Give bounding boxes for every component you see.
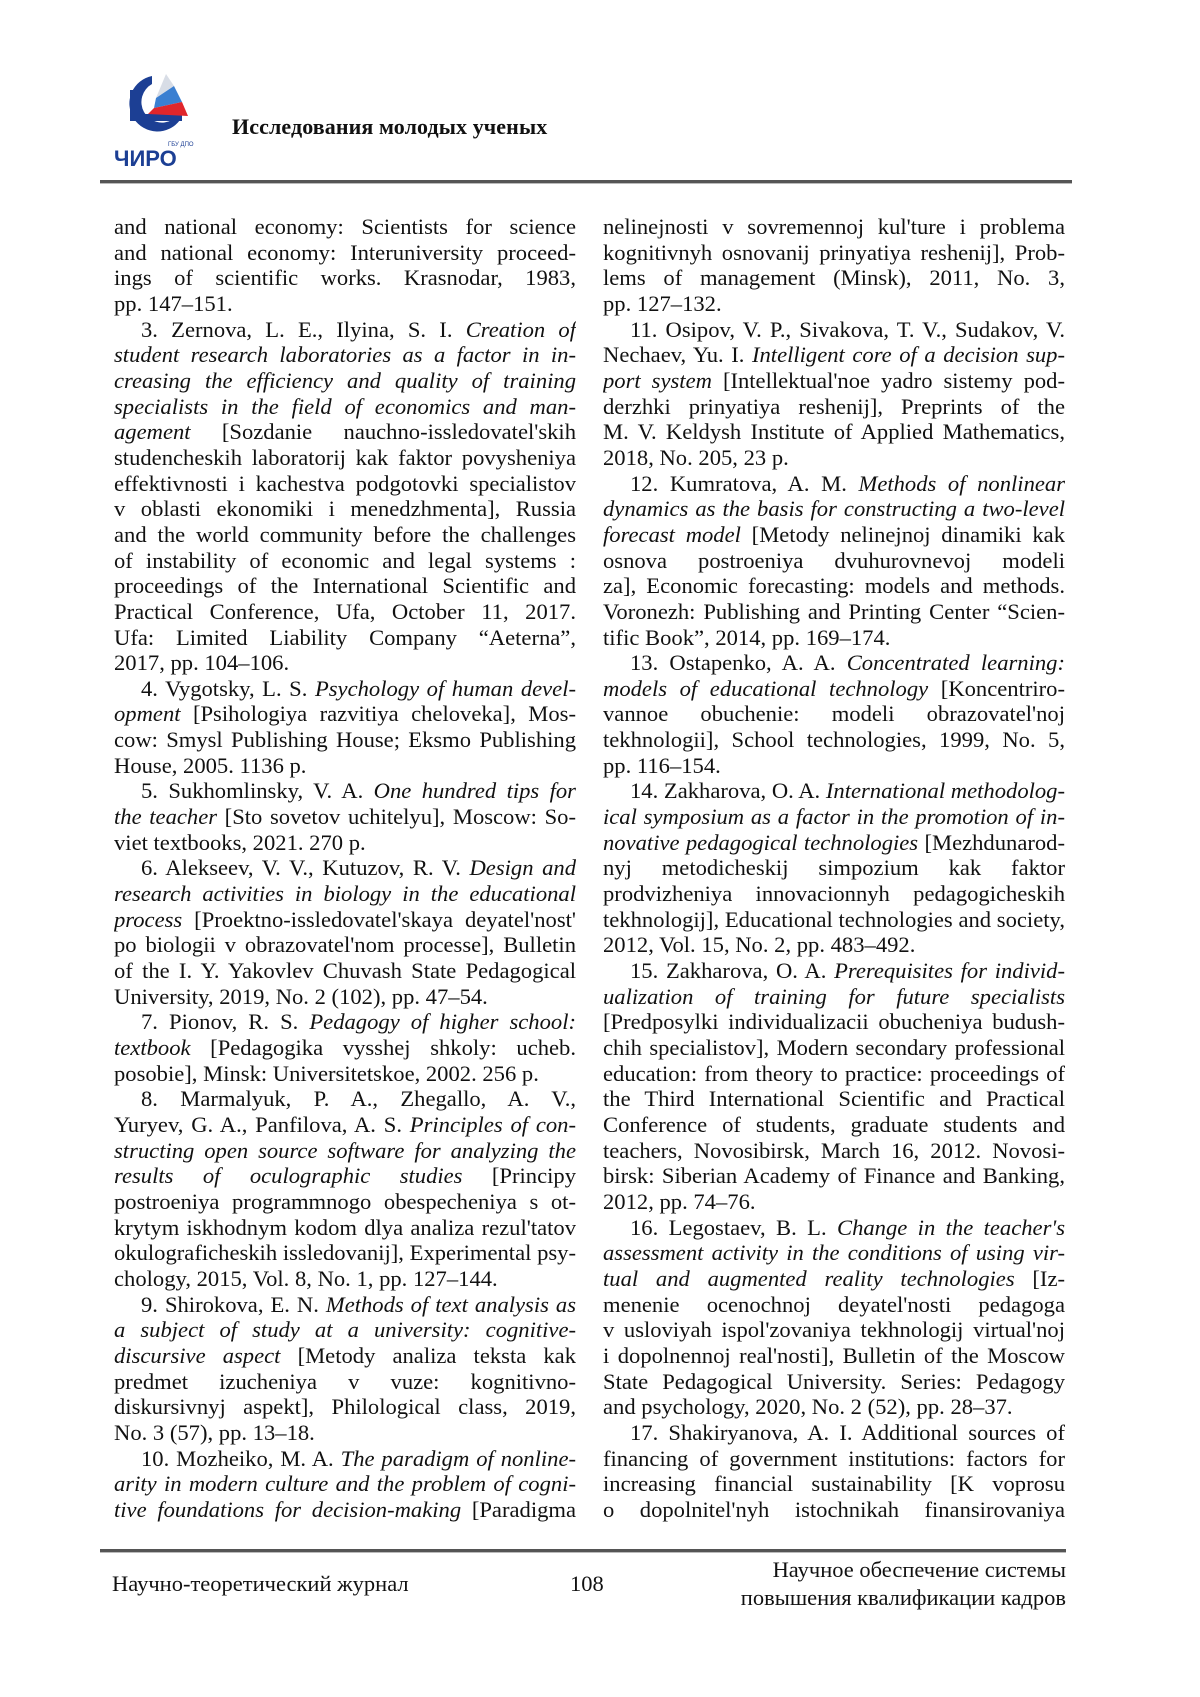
reference-line <box>603 317 1065 343</box>
reference-line <box>114 573 576 599</box>
reference-text: [Predposylki individualizacii obucheniya budush- <box>603 1009 1065 1034</box>
reference-line <box>603 1138 1065 1164</box>
reference-line <box>603 496 1065 522</box>
reference-text: nelinejnosti v sovremennoj kul'ture i problema <box>603 214 1065 239</box>
reference-line <box>114 1035 576 1061</box>
reference-line <box>603 1317 1065 1343</box>
reference-line <box>603 548 1065 574</box>
reference-line <box>603 855 1065 881</box>
chiro-logo <box>112 68 204 172</box>
reference-title-text: structing open source software for analyzing the <box>114 1138 576 1163</box>
reference-line <box>603 1061 1065 1087</box>
reference-text: Yuryev, G. A., Panfilova, A. S. <box>114 1112 410 1137</box>
logo-wordmark: ЧИРО <box>114 146 177 171</box>
reference-line <box>603 830 1065 856</box>
reference-line <box>603 650 1065 676</box>
reference-title-text: the teacher <box>114 804 217 829</box>
reference-line <box>114 778 576 804</box>
reference-text: pp. 116–154. <box>603 753 721 778</box>
reference-text: studencheskih laboratorij kak faktor povysheniya <box>114 445 576 470</box>
reference-line <box>114 1369 576 1395</box>
reference-text: postroeniya programmnogo obespecheniya s ot- <box>114 1189 576 1214</box>
reference-line <box>603 1240 1065 1266</box>
reference-title-text: Psychology of human devel- <box>315 676 576 701</box>
reference-text: [Sto sovetov uchitelyu], Moscow: So- <box>217 804 576 829</box>
reference-line <box>114 855 576 881</box>
reference-line <box>603 599 1065 625</box>
reference-text: 10. Mozheiko, M. A. <box>141 1446 341 1471</box>
footer-journal-name <box>741 1556 1066 1612</box>
reference-line <box>114 291 576 317</box>
reference-line <box>114 1471 576 1497</box>
reference-line <box>114 1343 576 1369</box>
reference-line <box>114 650 576 676</box>
reference-line <box>114 240 576 266</box>
reference-text: [Metody analiza teksta kak <box>280 1343 576 1368</box>
reference-title-text: specialists in the field of economics and man- <box>114 394 576 419</box>
reference-text: 11. Osipov, V. P., Sivakova, T. V., Sudakov, V. <box>630 317 1065 343</box>
reference-text: and national economy: Scientists for science <box>114 214 576 239</box>
reference-line <box>114 1086 576 1112</box>
reference-text: [Psihologiya razvitiya cheloveka], Mos- <box>181 701 576 726</box>
reference-line <box>114 1420 576 1446</box>
reference-title-text: tual and augmented reality technologies <box>603 1266 1015 1291</box>
reference-title-text: agement <box>114 419 191 444</box>
reference-line <box>603 1369 1065 1395</box>
reference-line <box>114 984 576 1010</box>
reference-line <box>603 1420 1065 1446</box>
reference-text: 14. Zakharova, O. A. <box>630 778 826 803</box>
reference-line <box>114 1138 576 1164</box>
reference-line <box>114 1292 576 1318</box>
reference-line <box>114 1497 576 1523</box>
reference-title-text: dynamics as the basis for constructing a two-level <box>603 496 1065 521</box>
reference-title-text: creasing the efficiency and quality of training <box>114 368 576 393</box>
reference-line <box>603 753 1065 779</box>
reference-text: vannoe obuchenie: modeli obrazovatel'noj <box>603 701 1065 726</box>
reference-text: and the world community before the challenges <box>114 522 576 547</box>
reference-line <box>603 522 1065 548</box>
reference-text: birsk: Siberian Academy of Finance and Banking, <box>603 1163 1065 1188</box>
reference-title-text: results of oculographic studies <box>114 1163 462 1188</box>
footer-journal-name-line2: повышения квалификации кадров <box>741 1584 1066 1612</box>
reference-line <box>114 1240 576 1266</box>
reference-text: prodvizheniya innovacionnyh pedagogicheskih <box>603 881 1065 906</box>
reference-title-text: Prerequisites for individ- <box>834 958 1065 983</box>
reference-text: Voronezh: Publishing and Printing Center “Scien- <box>603 599 1065 624</box>
reference-line <box>603 1215 1065 1241</box>
reference-line <box>114 342 576 368</box>
reference-title-text: port system <box>603 368 712 393</box>
page-number: 108 <box>570 1570 604 1598</box>
reference-line <box>603 1394 1065 1420</box>
reference-text: M. V. Keldysh Institute of Applied Mathematics, <box>603 419 1065 444</box>
reference-text: 13. Ostapenko, A. A. <box>630 650 847 675</box>
reference-line <box>114 548 576 574</box>
reference-text: v usloviyah ispol'zovaniya tekhnologij virtual'noj <box>603 1317 1065 1342</box>
reference-text: osnova postroeniya dvuhurovnevoj modeli <box>603 548 1065 574</box>
reference-title-text: ualization of training for future specialists <box>603 984 1065 1009</box>
reference-title-text: The paradigm of nonline- <box>341 1446 576 1471</box>
reference-line <box>114 1446 576 1472</box>
reference-text: za], Economic forecasting: models and methods. <box>603 573 1065 598</box>
reference-line <box>603 240 1065 266</box>
reference-line <box>603 984 1065 1010</box>
reference-text: viet textbooks, 2021. 270 p. <box>114 830 366 855</box>
reference-text: menenie ocenochnoj deyatel'nosti pedagoga <box>603 1292 1065 1317</box>
reference-line <box>114 522 576 548</box>
reference-text: chih specialistov], Modern secondary professional <box>603 1035 1065 1060</box>
reference-title-text: One hundred tips for <box>374 778 576 803</box>
reference-title-text: assessment activity in the conditions of using vir- <box>603 1240 1065 1265</box>
reference-line <box>603 1446 1065 1472</box>
reference-line <box>603 573 1065 599</box>
footer-divider <box>100 1549 1066 1553</box>
reference-text: cow: Smysl Publishing House; Eksmo Publishing <box>114 727 576 752</box>
reference-text: posobie], Minsk: Universitetskoe, 2002. 256 p. <box>114 1061 539 1086</box>
reference-text: diskursivnyj aspekt], Philological class, 2019, <box>114 1394 576 1419</box>
reference-title-text: Creation of <box>466 317 576 342</box>
reference-text: ings of scientific works. Krasnodar, 1983, <box>114 265 576 290</box>
reference-line <box>114 419 576 445</box>
reference-line <box>603 1035 1065 1061</box>
reference-text: [Mezhdunarod- <box>918 830 1065 855</box>
reference-line <box>603 1086 1065 1112</box>
reference-line <box>603 881 1065 907</box>
reference-text: teachers, Novosibirsk, March 16, 2012. Novosi- <box>603 1138 1065 1163</box>
reference-text: 4. Vygotsky, L. S. <box>141 676 315 701</box>
reference-line <box>114 881 576 907</box>
reference-text: Conference of students, graduate students and <box>603 1112 1065 1137</box>
reference-text: Nechaev, Yu. I. <box>603 342 752 367</box>
reference-text: [Sozdanie nauchno-issledovatel'skih <box>191 419 576 444</box>
reference-text: Practical Conference, Ufa, October 11, 2017. <box>114 599 576 624</box>
reference-line <box>603 445 1065 471</box>
reference-text: [Paradigma <box>461 1497 576 1522</box>
reference-line <box>603 958 1065 984</box>
reference-text: po biologii v obrazovatel'nom processe], Bulletin <box>114 932 576 957</box>
reference-line <box>114 932 576 958</box>
reference-line <box>603 1009 1065 1035</box>
reference-line <box>603 1189 1065 1215</box>
reference-line <box>114 676 576 702</box>
references-column-right <box>603 214 1065 1522</box>
reference-text: [Iz- <box>1015 1266 1065 1291</box>
journal-section-title: Исследования молодых ученых <box>232 114 547 140</box>
reference-line <box>603 907 1065 933</box>
reference-line <box>114 445 576 471</box>
reference-line <box>603 701 1065 727</box>
reference-line <box>114 317 576 343</box>
reference-text: 3. Zernova, L. E., Ilyina, S. I. <box>141 317 466 342</box>
reference-title-text: forecast model <box>603 522 741 547</box>
reference-line <box>114 958 576 984</box>
reference-title-text: Methods of text analysis as <box>326 1292 576 1317</box>
reference-line <box>603 1497 1065 1523</box>
reference-text: o dopolnitel'nyh istochnikah finansirovaniya <box>603 1497 1065 1522</box>
reference-line <box>114 804 576 830</box>
reference-text: tekhnologij], Educational technologies and society, <box>603 907 1065 932</box>
reference-text: University, 2019, No. 2 (102), pp. 47–54. <box>114 984 488 1009</box>
reference-text: [Principy <box>462 1163 576 1188</box>
reference-text: and psychology, 2020, No. 2 (52), pp. 28–37. <box>603 1394 1013 1419</box>
reference-line <box>603 368 1065 394</box>
reference-line <box>603 1163 1065 1189</box>
reference-title-text: Pedagogy of higher school: <box>309 1009 576 1034</box>
reference-title-text: Concentrated learning: <box>847 650 1065 675</box>
reference-text: [Intellektual'noe yadro sistemy pod- <box>712 368 1065 393</box>
reference-title-text: International methodolog- <box>826 778 1065 803</box>
reference-line <box>114 753 576 779</box>
reference-text: 8. Marmalyuk, P. A., Zhegallo, A. V., <box>141 1086 576 1111</box>
reference-line <box>603 804 1065 830</box>
reference-line <box>114 1189 576 1215</box>
reference-line <box>603 342 1065 368</box>
reference-line <box>114 1112 576 1138</box>
reference-line <box>114 907 576 933</box>
reference-text: predmet izucheniya v vuze: kognitivno- <box>114 1369 576 1394</box>
reference-line <box>114 1394 576 1420</box>
reference-text: chology, 2015, Vol. 8, No. 1, pp. 127–144. <box>114 1266 498 1291</box>
reference-line <box>603 676 1065 702</box>
reference-text: 15. Zakharova, O. A. <box>630 958 834 983</box>
reference-text: effektivnosti i kachestva podgotovki specialistov <box>114 471 576 496</box>
reference-title-text: discursive aspect <box>114 1343 280 1368</box>
reference-text: proceedings of the International Scientific and <box>114 573 576 598</box>
reference-line <box>114 599 576 625</box>
reference-line <box>114 1061 576 1087</box>
reference-text: and national economy: Interuniversity proceed- <box>114 240 576 265</box>
reference-text: [Pedagogika vysshej shkoly: ucheb. <box>191 1035 576 1060</box>
reference-text: Ufa: Limited Liability Company “Aeterna”, <box>114 625 576 650</box>
reference-line <box>114 368 576 394</box>
reference-text: financing of government institutions: factors for <box>603 1446 1065 1471</box>
reference-text: pp. 127–132. <box>603 291 722 316</box>
reference-text: 5. Sukhomlinsky, V. A. <box>141 778 374 803</box>
reference-text: 16. Legostaev, B. L. <box>630 1215 837 1240</box>
reference-line <box>114 496 576 522</box>
reference-title-text: novative pedagogical technologies <box>603 830 918 855</box>
reference-text: the Third International Scientific and Practical <box>603 1086 1065 1111</box>
reference-text: tekhnologii], School technologies, 1999, No. 5, <box>603 727 1065 752</box>
reference-line <box>114 830 576 856</box>
reference-title-text: process <box>114 907 182 932</box>
reference-text: House, 2005. 1136 p. <box>114 753 306 778</box>
footer-journal-name-line1: Научное обеспечение системы <box>741 1556 1066 1584</box>
reference-text: No. 3 (57), pp. 13–18. <box>114 1420 315 1445</box>
logo-subtext: ГБУ ДПО <box>168 142 194 148</box>
reference-title-text: arity in modern culture and the problem of cogni- <box>114 1471 576 1496</box>
reference-line <box>114 1266 576 1292</box>
reference-text: of the I. Y. Yakovlev Chuvash State Pedagogical <box>114 958 576 983</box>
reference-text: v oblasti ekonomiki i menedzhmenta], Russia <box>114 496 576 521</box>
reference-title-text: opment <box>114 701 181 726</box>
reference-title-text: student research laboratories as a factor in in- <box>114 342 576 367</box>
reference-line <box>603 1112 1065 1138</box>
reference-title-text: Design and <box>469 855 576 880</box>
reference-line <box>603 394 1065 420</box>
reference-text: increasing financial sustainability [K voprosu <box>603 1471 1065 1496</box>
reference-line <box>603 778 1065 804</box>
reference-text: nyj metodicheskij simpozium kak faktor <box>603 855 1065 880</box>
reference-title-text: Methods of nonlinear <box>859 471 1066 496</box>
reference-line <box>603 625 1065 651</box>
reference-line <box>114 265 576 291</box>
reference-text: lems of management (Minsk), 2011, No. 3, <box>603 265 1065 290</box>
reference-text: kognitivnyh osnovanij prinyatiya reshenij], Prob- <box>603 240 1065 265</box>
reference-text: [Metody nelinejnoj dinamiki kak <box>741 522 1065 547</box>
reference-title-text: research activities in biology in the educational <box>114 881 576 906</box>
reference-title-text: tive foundations for decision-making <box>114 1497 461 1522</box>
reference-line <box>603 1471 1065 1497</box>
reference-title-text: Principles of con- <box>410 1112 576 1137</box>
reference-text: 2012, Vol. 15, No. 2, pp. 483–492. <box>603 932 915 957</box>
references-column-left <box>114 214 576 1522</box>
reference-line <box>114 701 576 727</box>
reference-line <box>603 1292 1065 1318</box>
reference-text: 2017, pp. 104–106. <box>114 650 289 675</box>
reference-text: 9. Shirokova, E. N. <box>141 1292 326 1317</box>
reference-line <box>114 625 576 651</box>
header-divider <box>100 180 1072 184</box>
reference-title-text: textbook <box>114 1035 191 1060</box>
reference-line <box>114 1317 576 1343</box>
reference-line <box>114 727 576 753</box>
reference-line <box>114 471 576 497</box>
reference-text: derzhki prinyatiya reshenij], Preprints of the <box>603 394 1065 419</box>
reference-line <box>114 1163 576 1189</box>
reference-line <box>603 291 1065 317</box>
reference-line <box>603 471 1065 497</box>
reference-text: okulograficheskih issledovanij], Experimental psy- <box>114 1240 576 1265</box>
reference-title-text: Intelligent core of a decision sup- <box>752 342 1065 367</box>
reference-title-text: a subject of study at a university: cognitive- <box>114 1317 576 1342</box>
reference-line <box>114 1009 576 1035</box>
reference-title-text: Change in the teacher's <box>837 1215 1065 1240</box>
reference-text: 12. Kumratova, A. M. <box>630 471 859 496</box>
reference-text: tific Book”, 2014, pp. 169–174. <box>603 625 890 650</box>
reference-text: education: from theory to practice: proceedings of <box>603 1061 1065 1086</box>
reference-title-text: models of educational technology <box>603 676 928 701</box>
reference-text: pp. 147–151. <box>114 291 233 316</box>
reference-text: of instability of economic and legal systems : <box>114 548 576 573</box>
reference-text: [Koncentriro- <box>928 676 1065 701</box>
reference-line <box>603 214 1065 240</box>
reference-text: i dopolnennoj real'nosti], Bulletin of the Moscow <box>603 1343 1065 1368</box>
reference-line <box>603 265 1065 291</box>
footer-journal-type: Научно-теоретический журнал <box>112 1570 409 1598</box>
reference-text: [Proektno-issledovatel'skaya deyatel'nost' <box>182 907 576 932</box>
reference-text: State Pedagogical University. Series: Pedagogy <box>603 1369 1065 1394</box>
reference-text: 17. Shakiryanova, A. I. Additional sources of <box>630 1420 1065 1445</box>
reference-line <box>114 1215 576 1241</box>
reference-line <box>603 1266 1065 1292</box>
reference-title-text: ical symposium as a factor in the promotion of in- <box>603 804 1065 829</box>
reference-text: 2012, pp. 74–76. <box>603 1189 756 1214</box>
reference-line <box>114 214 576 240</box>
reference-line <box>603 419 1065 445</box>
reference-text: krytym iskhodnym kodom dlya analiza rezul'tatov <box>114 1215 576 1240</box>
reference-line <box>603 932 1065 958</box>
reference-line <box>603 727 1065 753</box>
reference-text: 6. Alekseev, V. V., Kutuzov, R. V. <box>141 855 469 880</box>
reference-line <box>603 1343 1065 1369</box>
reference-text: 7. Pionov, R. S. <box>141 1009 309 1034</box>
reference-text: 2018, No. 205, 23 p. <box>603 445 789 470</box>
reference-line <box>114 394 576 420</box>
